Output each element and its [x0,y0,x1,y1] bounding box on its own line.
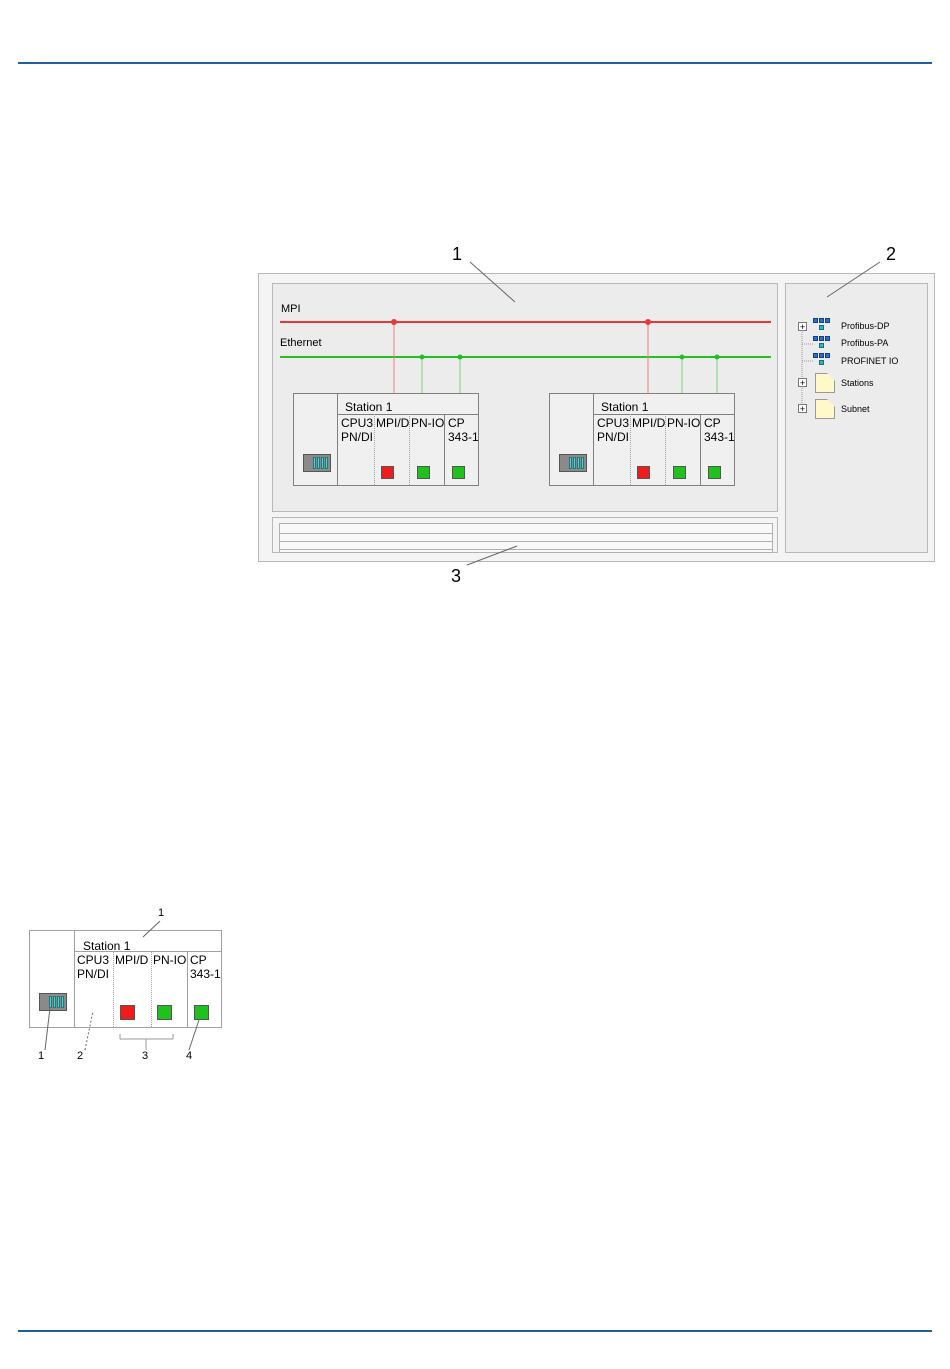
mpi-label[interactable]: MPI [281,303,301,315]
station-box[interactable] [549,393,735,486]
mpi-port[interactable] [381,466,394,479]
slot-pnio[interactable]: PN-IO [153,953,187,967]
station-name: Station 1 [601,400,649,414]
slot-mpi[interactable]: MPI/D [376,416,409,430]
profibus-dp-icon [813,318,833,332]
detail-callout-1-top: 1 [158,907,165,919]
slot-cp[interactable]: CP 343-1 [704,416,735,444]
catalog-item-profibus-dp[interactable]: Profibus-DP [841,321,890,331]
profinet-io-icon [813,353,833,367]
pnio-port[interactable] [157,1005,172,1020]
footer-rule [18,1330,932,1332]
mpi-port[interactable] [120,1005,135,1020]
callout-3: 3 [451,566,462,586]
expand-stations[interactable]: + [799,378,806,388]
catalog-item-profinet-io[interactable]: PROFINET IO [841,356,899,366]
cp-port[interactable] [708,466,721,479]
expand-subnet[interactable]: + [799,404,806,414]
mpi-port[interactable] [637,466,650,479]
catalog-item-subnet[interactable]: Subnet [841,404,870,414]
expand-profibus-dp[interactable]: + [799,322,806,332]
station-detail-box[interactable] [29,930,222,1028]
slot-cpu[interactable]: CPU3 PN/DI [341,416,373,444]
station-box[interactable] [293,393,479,486]
message-panel[interactable] [272,517,778,553]
detail-callout-4: 4 [186,1050,193,1062]
pnio-port[interactable] [417,466,430,479]
slot-cp[interactable]: CP 343-1 [190,953,221,981]
cp-port[interactable] [194,1005,209,1020]
profibus-pa-icon [813,336,833,350]
slot-pnio[interactable]: PN-IO [411,416,445,430]
station-name: Station 1 [83,939,131,953]
rack-icon [559,454,587,472]
slot-mpi[interactable]: MPI/D [632,416,665,430]
catalog-item-profibus-pa[interactable]: Profibus-PA [841,338,889,348]
slot-pnio[interactable]: PN-IO [667,416,701,430]
catalog-item-stations[interactable]: Stations [841,378,874,388]
pnio-port[interactable] [673,466,686,479]
slot-cpu[interactable]: CPU3 PN/DI [597,416,629,444]
cp-port[interactable] [452,466,465,479]
rack-icon [39,993,67,1011]
detail-callout-1: 1 [38,1050,45,1062]
ethernet-label[interactable]: Ethernet [280,337,322,349]
rack-icon [303,454,331,472]
detail-callout-3: 3 [142,1050,149,1062]
detail-callout-2: 2 [77,1050,84,1062]
callout-2: 2 [886,244,897,264]
slot-cp[interactable]: CP 343-1 [448,416,479,444]
message-table[interactable] [279,523,773,553]
slot-cpu[interactable]: CPU3 PN/DI [77,953,110,981]
header-rule [18,62,932,64]
station-name: Station 1 [345,400,393,414]
slot-mpi[interactable]: MPI/D [115,953,149,967]
callout-1: 1 [452,244,463,264]
